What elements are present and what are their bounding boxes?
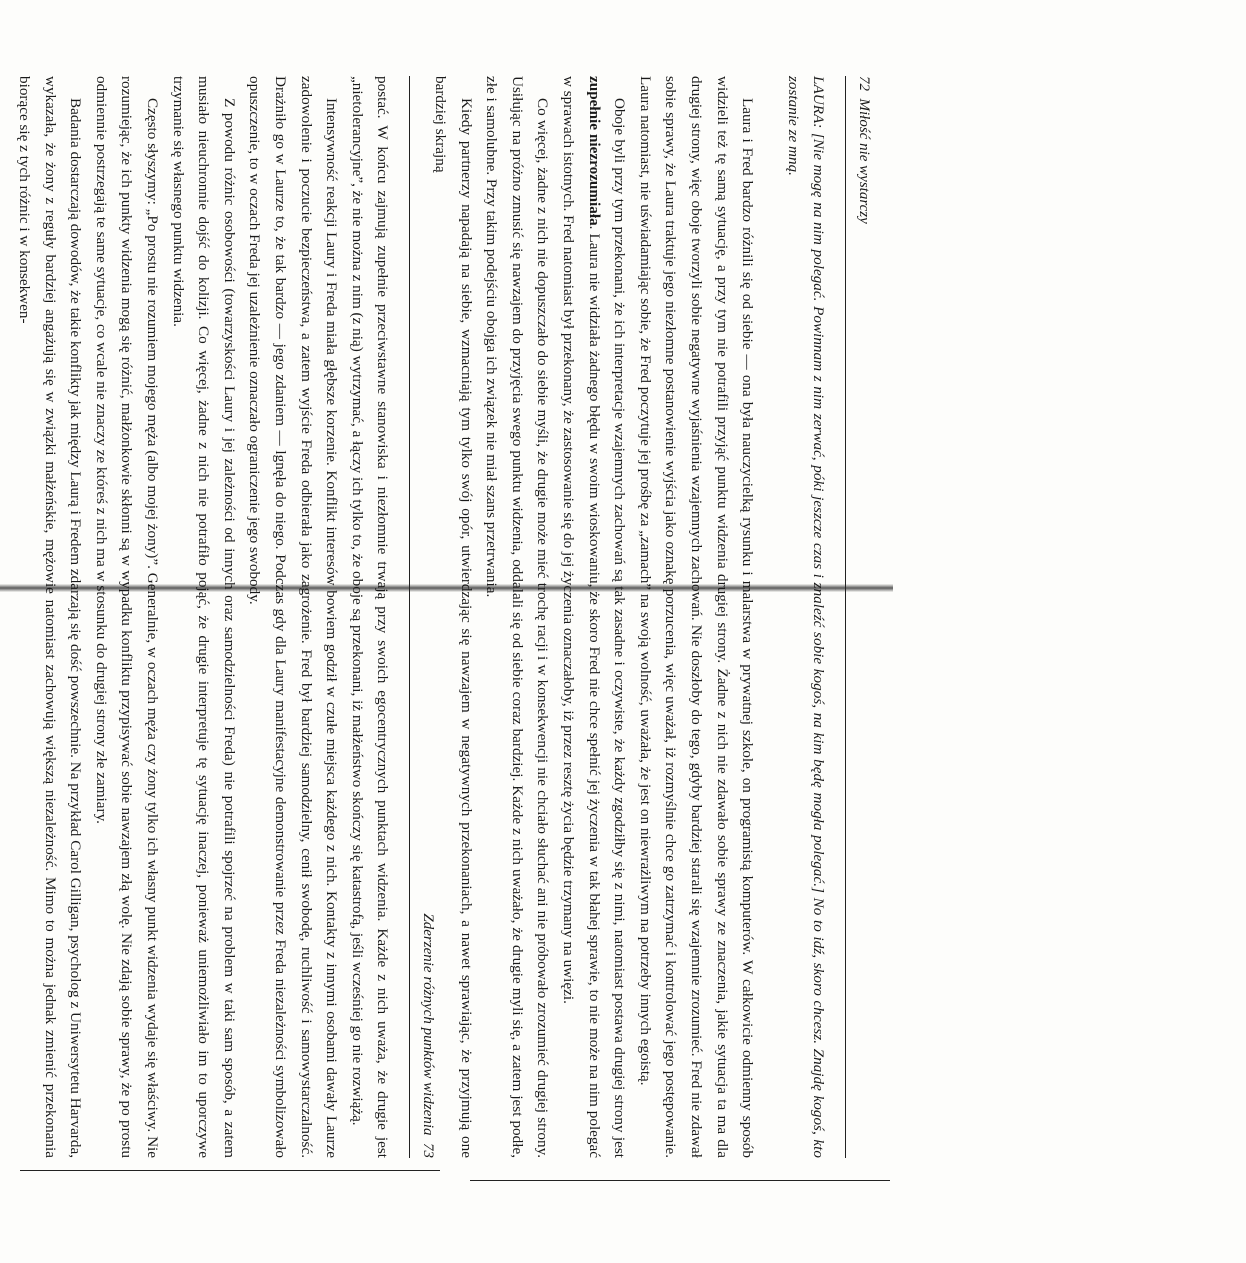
- running-title-73: Zderzenie różnych punktów widzenia: [420, 913, 436, 1136]
- paragraph: postać. W końcu zajmują zupełnie przeciwstawne stanowiska i niezłomnie trwają przy swoich egocentrycznych punktach widzenia. Każde z nich uważa, że drugie jest „nietolerancyjne”, że nie można z nim (z nią) wytrzymać, a łączy ich tylko to, że oboje są przekonani, iż małżeństwo skończy się katastrofą, jeśli wcześniej go nie rozwiążą.: [348, 76, 392, 1158]
- bottom-rule-left: [20, 1170, 440, 1171]
- paragraph: Intensywność reakcji Laury i Freda miała głębsze korzenie. Konflikt interesów bowiem godził w czułe miejsca każdego z nich. Kontakty z innymi osobami dawały Laurze zadowolenie i poczucie bezpieczeństwa, a zatem wyjście Freda odbierała jako zagrożenie. Fred był bardziej samodzielny, cenił swobodę, ruchliwość i samowystarczalność. Drażniło go w Laurze to, że tak bardzo — jego zdaniem — lgnęła do niego. Podczas gdy dla Laury manifestacyjne demonstrowanie przez Freda niezależności symbolizowało opuszczenie, to w oczach Freda jej uzależnienie oznaczało ograniczenie jego swobody.: [246, 76, 341, 1158]
- page-72: [836, 180, 1246, 1180]
- paragraph: Często słyszymy: „Po prostu nie rozumiem mojego męża (albo mojej żony)”. Generalnie, w oczach męża czy żony tylko ich własny punkt widzenia wydaje się właściwy. Nie rozumiejąc, że ich punkty widzenia mogą się różnić, małżonkowie skłonni są w wypadku konfliktu przypisywać sobie nawzajem złą wolę. Nie zdają sobie sprawy, że po prostu odmiennie postrzegają te same sytuacje, co wcale nie znaczy ze któreś z nich ma w stosunku do drugiej strony złe zamiary.: [92, 76, 162, 1158]
- paragraph: Badania dostarczają dowodów, że takie konflikty jak między Laurą i Fredem zdarzają się dość powszechnie. Na przykład Carol Gilligan, psycholog z Uniwersytetu Harvarda, wykazała, że żony z reguły bardziej angażują się w związki małżeńskie, mężowie natomiast zachowują większą niezależność. Mimo to można jednak zmienić przekonania biorące się z tych różnic i w konsekwen-: [16, 76, 85, 1158]
- paragraph: Kiedy partnerzy napadają na siebie, wzmacniają tym tylko swój opór, utwierdzając się nawzajem w negatywnych przekonaniach, a nawet sprawiając, że przyjmują one bardziej skrajną: [432, 76, 475, 1158]
- running-head-72: [845, 76, 876, 1158]
- paragraph: Z powodu różnic osobowości (towarzyskości Laury i jej zależności od innych oraz samodzielności Freda) nie potrafili spojrzeć na problem w taki sam sposób, a zatem musiało nieuchronnie dojść do kolizji. Co więcej, żadne z nich nie potrafiło pojąć, że drugie interpretuje tę sytuację inaczej, ponieważ uniemożliwiało im to uporczywe trzymanie się własnego punktu widzenia.: [169, 76, 238, 1158]
- page-number-73: 73: [420, 1143, 436, 1158]
- page-number-72: 72: [856, 76, 872, 91]
- paragraph: Laura i Fred bardzo różnili się od siebie — ona była nauczycielką rysunku i malarstwa w prywatnej szkole, on programistą komputerów. W całkowicie odmienny sposób widzieli też tę samą sytuację, a przy tym nie potrafili przyjąć punktu widzenia drugiej strony. Żadne z nich nie zdawało sobie sprawy ze znaczenia, jakie sytuacja ta ma dla drugiej strony, więc oboje tworzyli sobie negatywne wyjaśnienia wzajemnych zachowań. Nie doszłoby do tego, gdyby bardziej starali się wzajemnie zrozumieć. Fred nie zdawał sobie sprawy, że Laura traktuje jego niezłomne postanowienie wyjścia jako oznakę porzucenia, więc uważał, iż rozmyślnie chce go zatrzymać i kontrolować jego postępowanie. Laura natomiast, nie uświadamiając sobie, że Fred poczytuje jej prośbę za „zamach” na swoją wolność, uważała, że jest on niewrażliwym na potrzeby innych egoistą.: [636, 76, 757, 1158]
- paragraph: Oboje byli przy tym przekonani, że ich interpretacje wzajemnych zachowań są tak zasadne i oczywiste, że każdy zgodziłby się z nimi, natomiast postawa drugiej strony jest zupełnie niezrozumiała. Laura nie widziała żadnego błędu w swoim wioskowaniu, że skoro Fred nie chce spełnić jej życzenia w tak błahej sprawie, to nie może na nim polegać w sprawach istotnych. Fred natomiast był przekonany, że zastosowanie się do jej życzenia oznaczałoby, iż przez resztę życia będzie trzymany na uwięzi.: [560, 76, 629, 1158]
- page-73-block: [16, 72, 440, 1162]
- running-title-72: Miłość nie wystarczy: [856, 98, 872, 224]
- laura-dialog: LAURA: [Nie mogę na nim polegać. Powinnam z nim zerwać, póki jeszcze czas i znaleźć sobie kogoś, na kim będę mogła polegać.] No to idź, skoro chcesz. Znajdę kogoś, kto zostanie ze mną.: [784, 76, 828, 1158]
- paragraph: Co więcej, żadne z nich nie dopuszczało do siebie myśli, że drugie może mieć trochę racji i w konsekwencji nie chciało słuchać ani nie próbowało zrozumieć drugiej strony. Usiłując na próżno zmusić się nawzajem do przyjęcia swego punktu widzenia, oddalali się od siebie coraz bardziej. Każde z nich uważało, że drugie myli się, a zatem jest podłe, złe i samolubne. Przy takim podejściu obojga ich związek nie miał szans przetrwania.: [483, 76, 552, 1158]
- bottom-rule-right: [470, 1180, 890, 1181]
- page-72-block: [432, 72, 876, 1162]
- running-head-73: [409, 76, 440, 1158]
- emphasis: zupełnie niezrozumiała: [585, 76, 603, 226]
